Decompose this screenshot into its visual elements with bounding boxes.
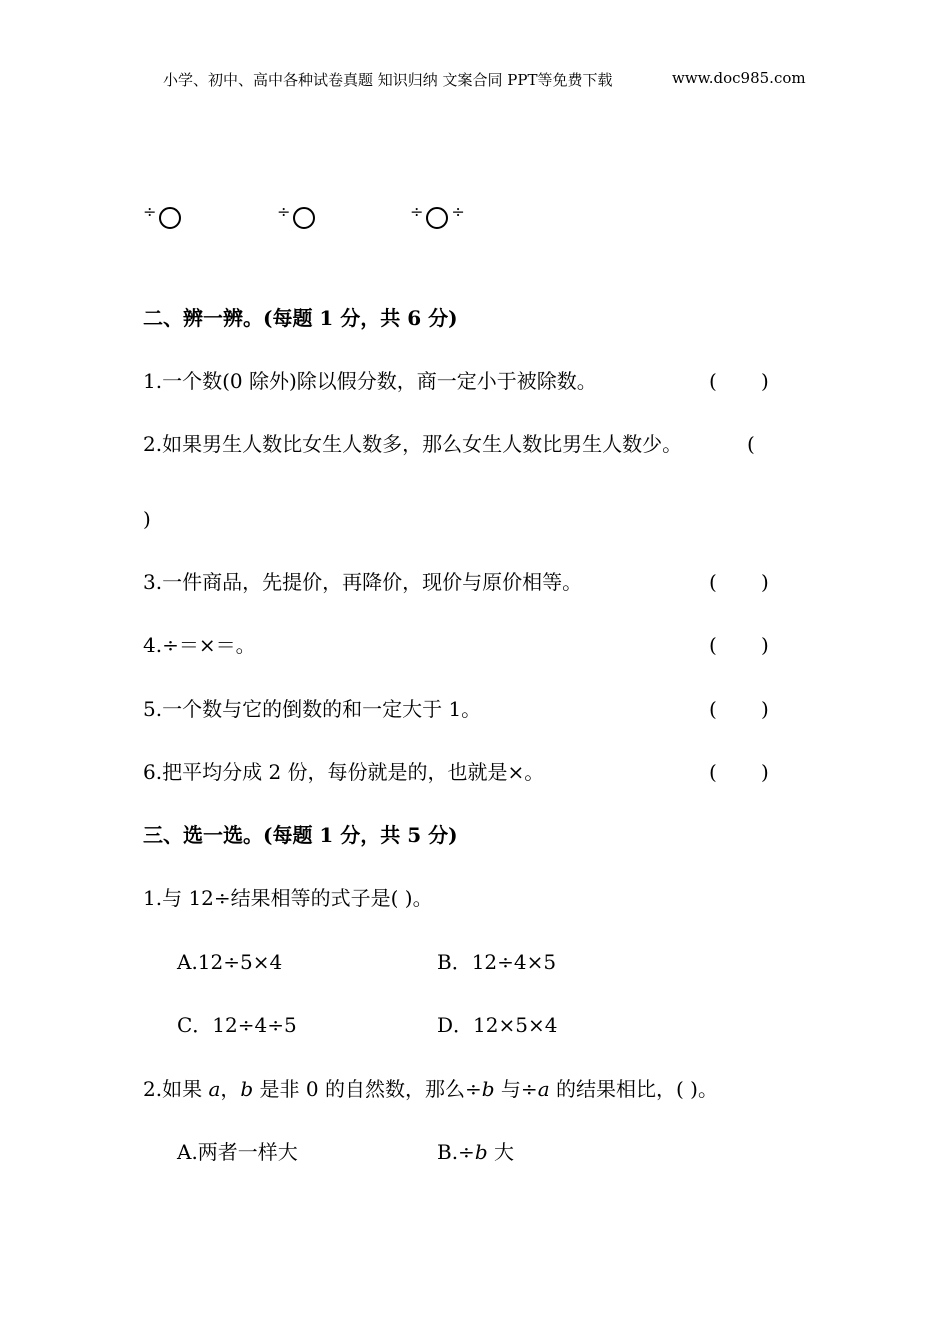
answer-paren-right-5[interactable]: ) [761,697,769,721]
blank-circle-3[interactable] [426,207,448,229]
var-b: b [240,1077,254,1101]
judge-item-3: 3.一件商品，先提价，再降价，现价与原价相等。 [143,570,583,594]
header-website: www.doc985.com [672,69,806,87]
q2-sep: ， [220,1077,241,1101]
answer-paren-right-4[interactable]: ) [761,633,769,657]
answer-paren-right-6[interactable]: ) [761,760,769,784]
q2-stem-end: 的结果相比，( )。 [549,1077,718,1101]
answer-paren-left-5[interactable]: ( [709,697,717,721]
var-a: a [537,1077,550,1101]
section-3-title: 三、选一选。(每题 1 分，共 5 分) [143,823,458,847]
judge-item-5: 5.一个数与它的倒数的和一定大于 1。 [143,697,482,721]
q2-stem-mid1: 是非 0 的自然数，那么÷ [253,1077,482,1101]
choice-question-1: 1.与 12÷结果相等的式子是( )。 [143,886,433,910]
judge-item-2: 2.如果男生人数比女生人数多，那么女生人数比男生人数少。 [143,432,683,456]
divide-symbol: ÷ [410,202,424,221]
answer-paren-left-2[interactable]: ( [747,432,755,456]
answer-paren-left-3[interactable]: ( [709,570,717,594]
answer-paren-right-3[interactable]: ) [761,570,769,594]
q2-stem-prefix: 2.如果 [143,1077,209,1101]
answer-paren-right-1[interactable]: ) [761,369,769,393]
section-2-title: 二、辨一辨。(每题 1 分，共 6 分) [143,306,458,330]
choice-question-2 [143,1077,718,1101]
option-2b[interactable] [437,1140,514,1164]
option-1a[interactable]: A.12÷5×4 [177,950,283,974]
option-1b[interactable]: B．12÷4×5 [437,950,557,974]
judge-item-6: 6.把平均分成 2 份，每份就是的，也就是×。 [143,760,545,784]
var-a: a [208,1077,221,1101]
var-b: b [474,1140,488,1164]
divide-symbol: ÷ [451,202,465,221]
option-2b-prefix: B.÷ [437,1140,475,1164]
judge-item-4: 4.÷＝×＝。 [143,633,256,657]
answer-paren-left-4[interactable]: ( [709,633,717,657]
answer-paren-left-6[interactable]: ( [709,760,717,784]
answer-paren-right-2[interactable]: ) [143,507,151,531]
blank-circle-2[interactable] [293,207,315,229]
judge-item-1: 1.一个数(0 除外)除以假分数，商一定小于被除数。 [143,369,597,393]
divide-symbol: ÷ [277,202,291,221]
option-2a[interactable]: A.两者一样大 [177,1140,298,1164]
option-1d[interactable]: D．12×5×4 [437,1013,558,1037]
divide-symbol: ÷ [143,202,157,221]
option-2b-suffix: 大 [487,1140,514,1164]
blank-circle-1[interactable] [159,207,181,229]
circle-group-2 [277,200,315,229]
q2-stem-mid2: 与÷ [494,1077,538,1101]
option-1c[interactable]: C．12÷4÷5 [177,1013,297,1037]
circle-group-3 [410,200,465,229]
var-b: b [481,1077,495,1101]
circle-group-1 [143,200,181,229]
answer-paren-left-1[interactable]: ( [709,369,717,393]
header-text: 小学、初中、高中各种试卷真题 知识归纳 文案合同 PPT等免费下载 [163,71,613,89]
